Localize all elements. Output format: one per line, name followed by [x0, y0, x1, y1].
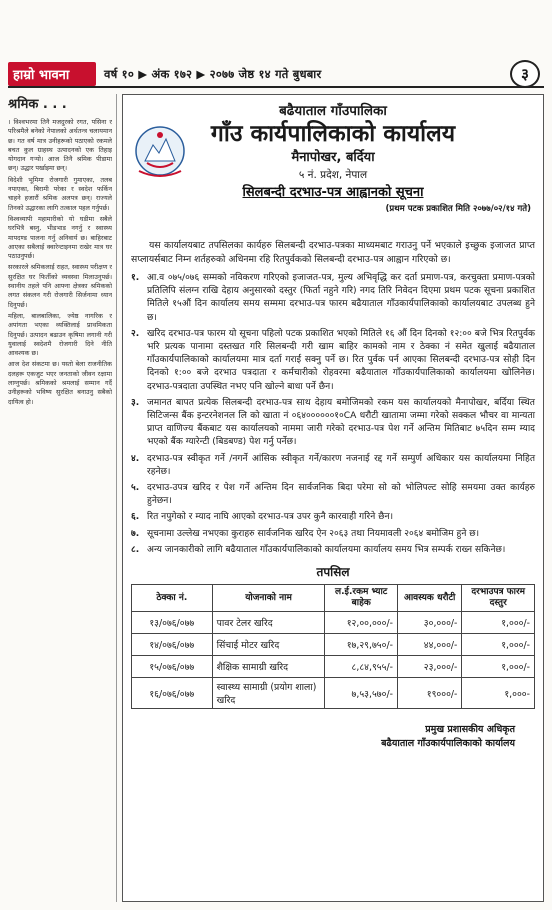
clause-item [131, 272, 535, 325]
column-header: योजनाको नाम [212, 585, 325, 612]
clause-item [131, 511, 535, 524]
clause-item [131, 544, 535, 557]
estimate-cell: १७,२९,७५०/- [325, 634, 398, 656]
deposit-cell: ४४,०००/- [397, 634, 461, 656]
sidebar-article [8, 94, 112, 902]
notice-header [131, 99, 535, 237]
estimate-cell: ८,८४,९५५/- [325, 656, 398, 678]
fee-cell: १,०००/- [462, 656, 535, 678]
newspaper-logo: हाम्रो भावना [8, 62, 96, 86]
clause-item [131, 328, 535, 394]
clause-text: जमानत बापत प्रत्येक सिलबन्दी दरभाउ-पत्र साथ देहाय बमोजिमको रकम यस कार्यालयको मैनापोखर, बर्दिया स्थित सिटिजन्स बैंक इन्टरनेशनल लि को खाता नं ०६४००००००१०CA धरौटी खातामा जम्मा गरेको सक्कल भौचर वा मान्यता प्राप्त वाणिज्य बैंकबाट यस कार्यालयको नाममा जारी गरेको दरभाउ-पत्र पेश गर्ने अन्तिम मितिबाट ७५दिन सम्म म्याद भएको बैंक ग्यारेन्टी (बिडबण्ड) पेश गर्नु पर्नेछ। [147, 397, 535, 448]
project-name-cell: शैक्षिक सामाग्री खरिद [212, 656, 325, 678]
project-name-cell: स्वास्थ्य सामाग्री (प्रयोग शाला) खरिद [212, 678, 325, 709]
clause-text: सूचनामा उल्लेख नभएका कुराहरु सार्वजनिक खरिद ऐन २०६३ तथा नियमावली २०६४ बमोजिम हुने छ। [147, 528, 480, 539]
column-divider [116, 94, 117, 902]
schedule-heading: तपसिल [316, 565, 350, 580]
table-header-row [132, 585, 535, 612]
tender-notice [122, 94, 544, 902]
clause-text: आ.व ०७५/०७६ सम्मको नविकरण गरिएको इजाजत-पत्र, मुल्य अभिवृद्धि कर दर्ता प्रमाण-पत्र, करचुक्ता प्रमाण-पत्रको प्रतिलिपि संलग्न राखि देहाय अनुसारको दस्तुर (फिर्ता नहुने गरि) नगद तिरि निवेदन दिएमा प्रथम पटक सूचना प्रकाशित मितिले १५औं दिन कार्यालय समय सम्ममा दरभाउ-पत्र फारम बढैयाताल गाँउकार्यपालिकाको कार्यालयबाट उपलब्ध हुने छ। [147, 273, 535, 323]
municipality-name: बढैयाताल गाँउपालिका [279, 103, 387, 119]
newspaper-masthead [8, 62, 544, 88]
clause-number: ७. [131, 528, 140, 539]
clause-text: दरभाउ-पत्र स्वीकृत गर्ने /नगर्ने आंसिक स्वीकृत गर्ने/कारण नजनाई रद्द गर्ने सम्पुर्ण अधिकार यस कार्यालयमा निहित रहनेछ। [147, 453, 535, 477]
signoff-block [131, 723, 535, 751]
contract-no-cell: १३/०७६/०७७ [132, 612, 213, 634]
sidebar-paragraph: विश्वव्यापी महामारीको यो घडीमा सबैले घरभित्रै बस्नु, भीडभाड नगर्नु र स्वास्थ्य मापदण्ड पालना गर्नु अनिवार्य छ। बाहिरबाट आएका सबैलाई क्वारेन्टाइनमा राखेर मात्र घर पठाउनुपर्छ। [8, 214, 112, 261]
clause-number: ६. [131, 512, 140, 523]
clause-number: ४. [131, 453, 140, 464]
clause-item [131, 482, 535, 508]
office-address: मैनापोखर, बर्दिया [291, 150, 375, 165]
tender-schedule-table [131, 584, 535, 709]
column-header: आवस्यक धरौटी [397, 585, 461, 612]
page-number: ३ [510, 60, 540, 88]
clause-item [131, 528, 535, 541]
clause-text: दरभाउ-उपत्र खरिद र पेश गर्ने अन्तिम दिन सार्वजनिक बिदा परेमा सो को भोलिपल्ट सोहि समयमा उक्त कार्यहरु हुनेछन। [147, 483, 535, 507]
project-name-cell: पावर टेलर खरिद [212, 612, 325, 634]
clause-number: ३. [131, 397, 140, 408]
table-row [132, 656, 535, 678]
clause-number: २. [131, 328, 140, 339]
signatory-role: प्रमुख प्रशासकीय अधिकृत [425, 724, 515, 736]
publication-date: (प्रथम पटक प्रकाशित मिति २०७७/०२/१४ गते) [385, 204, 531, 214]
sidebar-paragraph: आज देश संकटमा छ। यस्तो बेला राजनीतिक दलहरू एकजुट भएर जनताको जीवन रक्षामा लाग्नुपर्छ। श्रमिकको श्रमलाई सम्मान गर्दै उनीहरूको भविष्य सुरक्षित बनाउनु सबैको दायित्व हो। [8, 360, 112, 406]
nepal-emblem-icon [133, 121, 187, 183]
clause-item [131, 397, 535, 450]
sidebar-heading: श्रमिक . . . [8, 97, 67, 112]
column-header: ठेक्का नं. [132, 585, 213, 612]
clause-list [131, 272, 535, 557]
table-row [132, 634, 535, 656]
sidebar-paragraph: विदेशी भूमिमा रोजगारी गुमाएका, तलब नपाएका, बिरामी परेका र स्वदेश फर्किन चाहने हजारौं श्रमिक अलपत्र छन्। राज्यले तिनको उद्धारका लागि तत्काल पहल गर्नुपर्छ। [8, 175, 112, 212]
notice-intro: यस कार्यालयबाट तपसिलका कार्यहरु सिलबन्दी दरभाउ-पत्रका माध्यमबाट गराउनु पर्ने भएकाले इच्छुक इजाजत प्राप्त सप्लायर्सबाट निम्न शर्तहरुको अधिनमा रहि रितपुर्वकको सिलबन्दी दरभाउ-पत्र आह्वान गरिएको छ। [131, 240, 535, 265]
contract-no-cell: १६/०७६/०७७ [132, 678, 213, 709]
clause-text: रित नपुगेको र म्याद नाघि आएको दरभाउ-पत्र उपर कुनै कारवाही गरिने छैन। [147, 512, 394, 523]
fee-cell: १,०००- [462, 678, 535, 709]
issue-line: वर्ष १० ▶ अंक १७२ ▶ २०७७ जेष्ठ १४ गते बुधबार [104, 66, 322, 81]
notice-title: सिलबन्दी दरभाउ-पत्र आह्वानको सूचना [242, 185, 424, 200]
column-header: दरभाउपत्र फारम दस्तुर [462, 585, 535, 612]
fee-cell: १,०००/- [462, 612, 535, 634]
clause-number: ८. [131, 544, 140, 555]
estimate-cell: ७,५३,५७०/- [325, 678, 398, 709]
sidebar-paragraph: सरकारले श्रमिकलाई राहत, स्वास्थ्य परीक्षण र सुरक्षित घर फिर्तीको व्यवस्था मिलाउनुपर्छ। स्थानीय तहले पनि आफ्ना क्षेत्रका श्रमिकको लगत संकलन गरी रोजगारी सिर्जनामा ध्यान दिनुपर्छ। [8, 263, 112, 309]
clause-item [131, 453, 535, 479]
province-line: ५ नं. प्रदेश, नेपाल [298, 169, 368, 181]
estimate-cell: १२,००,०००/- [325, 612, 398, 634]
clause-text: अन्य जानकारीको लागि बढैयाताल गाँउकार्यपालिकाको कार्यालयमा कार्यालय समय भित्र सम्पर्क राख्न सकिनेछ। [147, 544, 506, 555]
sidebar-paragraph: । विश्वभरमा तिनै मजदुरको रगत, पसिना र परिश्रमैले बनेको नेपालको अर्थतन्त्र चलायमान छ। गत वर्ष मात्र उनीहरूको पठाएको रकमले बचत कुल ग्राहस्थ उत्पादनको एक तिहाइ योगदान गर्‍यो। आज तिनै श्रमिक पीडामा छन्। उद्धार पर्खाइमा छन्। [8, 118, 112, 173]
project-name-cell: सिंचाई मोटर खरिद [212, 634, 325, 656]
clause-number: १. [131, 273, 140, 283]
table-row [132, 678, 535, 709]
signatory-office: बढैयाताल गाँउकार्यपालिकाको कार्यालय [381, 738, 515, 750]
office-name: गाँउ कार्यपालिकाको कार्यालय [210, 121, 456, 147]
clause-number: ५. [131, 483, 140, 494]
clause-text: खरिद दरभाउ-पत्र फारम यो सूचना पहिलो पटक प्रकाशित भएको मितिले १६ औं दिन दिनको १२:०० बजे भित्र रितपुर्वक भरि प्रत्यक पानामा दस्तखत गरि सिलबन्दी गरी खाम बाहिर कामको नाम र ठेक्का नं समेत खुलाई बढैयाताल गाँउकार्यपालिकाको कार्यालयमा मात्र दर्ता गराई सक्नु पर्ने छ। रित पुर्वक पर्न आएका सिलबन्दी दरभाउ-पत्र सोही दिन दिनको १:०० बजे दरभाउ पत्रदाता र कर्मचारीको रोहवरमा बढैयाताल गाँउकार्यपालिकाको कार्यालयमा खोलिनेछ। दरभाउ-पत्रदाता उपस्थित नभए पनि खोल्ने बाधा पर्ने छैन। [147, 328, 535, 392]
table-row [132, 612, 535, 634]
deposit-cell: १९०००/- [397, 678, 461, 709]
contract-no-cell: १५/०७६/०७७ [132, 656, 213, 678]
deposit-cell: ३०,०००/- [397, 612, 461, 634]
sidebar-paragraph: महिला, बालबालिका, ज्येष्ठ नागरिक र अपांगता भएका व्यक्तिलाई प्राथमिकता दिनुपर्छ। उत्पादन बढाउन कृषिमा लगानी गरी युवालाई स्वदेशमै रोजगारी दिने नीति आवश्यक छ। [8, 311, 112, 358]
fee-cell: १,०००/- [462, 634, 535, 656]
deposit-cell: २३,०००/- [397, 656, 461, 678]
column-header: ल.ई.रकम भ्याट बाहेक [325, 585, 398, 612]
contract-no-cell: १४/०७६/०७७ [132, 634, 213, 656]
